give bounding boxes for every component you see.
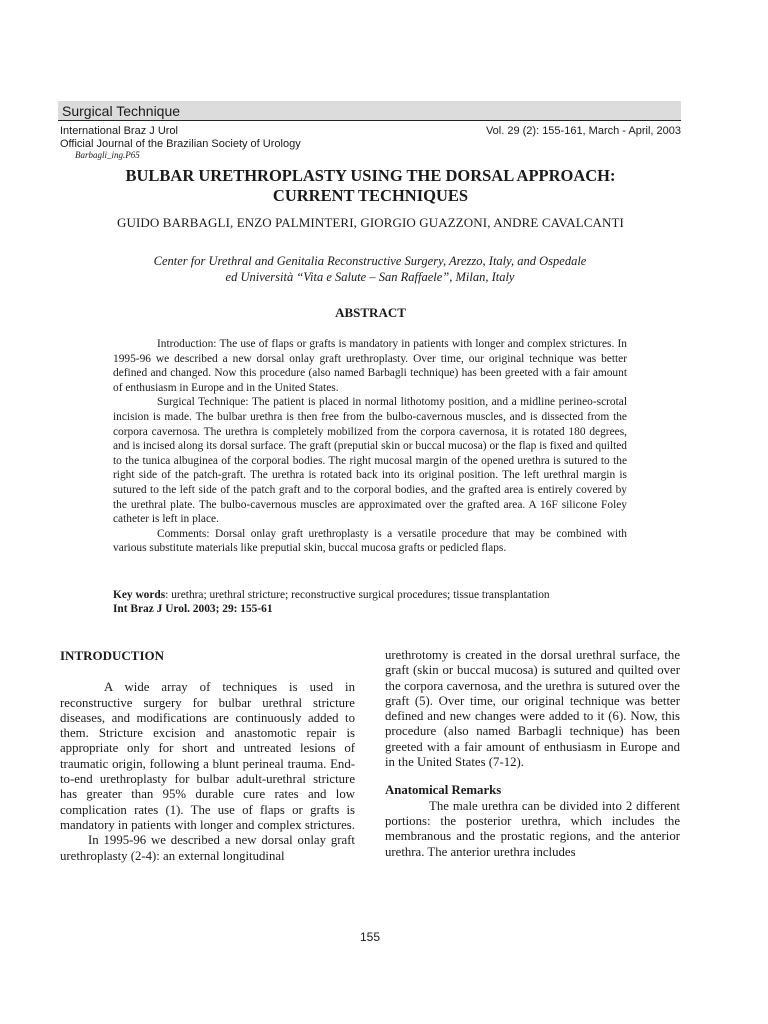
abstract-heading: ABSTRACT [335,305,406,320]
abstract-body [113,337,627,556]
left-column [60,648,355,864]
introduction-paragraph-2: In 1995-96 we described a new dorsal onlay graft urethroplasty (2-4): an external longitudinal [60,833,355,863]
title-line-2: CURRENT TECHNIQUES [272,186,469,205]
introduction-paragraph-1: A wide array of techniques is used in reconstructive surgery for bulbar urethral stricture diseases, and modifications are continuously added to them. Stricture excision and anastomotic repair is appropriate only for short and untreated lesions of traumatic origin, following a blunt perineal trauma. End-to-end urethroplasty for bulbar adult-urethral stricture has greater than 95% durable cure rates and low complication rates (1). The use of flaps or grafts is mandatory in patients with longer and complex strictures. [60,680,355,832]
section-label: Surgical Technique [58,101,681,121]
keywords-block [113,588,633,616]
journal-name: International Braz J Urol [60,125,178,137]
page-number: 155 [359,930,381,944]
journal-header [60,125,681,138]
abstract-introduction: Introduction: The use of flaps or grafts is mandatory in patients with longer and complex strictures. In 1995-96 we described a new dorsal onlay graft urethroplasty. Over time, our original technique was better defined and changed. Now this procedure (also named Barbagli technique) has been greeted with a fair amount of enthusiasm in Europe and in the United States. [113,338,627,394]
affiliation [110,253,630,285]
keywords-label: Key words [113,589,166,601]
abstract-comments: Comments: Dorsal onlay graft urethroplasty is a versatile procedure that may be combined with various substitute materials like preputial skin, buccal mucosa grafts or pedicled flaps. [113,527,627,555]
article-title [60,166,681,206]
affiliation-line-2: ed Università “Vita e Salute – San Raffaele”, Milan, Italy [225,270,515,284]
citation-text: Int Braz J Urol. 2003; 29: 155-61 [113,603,273,615]
affiliation-line-1: Center for Urethral and Genitalia Reconstructive Surgery, Arezzo, Italy, and Ospedale [153,254,587,268]
keywords-line [113,588,633,602]
introduction-heading: INTRODUCTION [60,648,165,663]
authors: GUIDO BARBAGLI, ENZO PALMINTERI, GIORGIO GUAZZONI, ANDRE CAVALCANTI [117,215,624,230]
title-line-1: BULBAR URETHROPLASTY USING THE DORSAL APPROACH: [125,166,616,185]
citation [113,602,633,616]
society-line: Official Journal of the Brazilian Society of Urology [60,138,301,150]
file-name: Barbagli_ing.P65 [75,150,140,160]
introduction-continued: urethrotomy is created in the dorsal urethral surface, the graft (skin or buccal mucosa) is sutured and quilted over the corpora cavernosa, and the urethra is sutured over the graft (5). Over time, our original technique was better defined and new changes were added to it (6). Now, this procedure (also named Barbagli technique) has been greeted with a fair amount of enthusiasm in Europe and in the United States (7-12). [385,648,680,770]
volume-info: Vol. 29 (2): 155-161, March - April, 2003 [485,125,681,137]
keywords-text: : urethra; urethral stricture; reconstructive surgical procedures; tissue transplantation [165,589,550,601]
anatomical-remarks-heading: Anatomical Remarks [385,783,502,798]
anatomical-remarks-paragraph: The male urethra can be divided into 2 different portions: the posterior urethra, which includes the membranous and the prostatic regions, and the anterior urethra. The anterior urethra includes [385,798,680,859]
right-column [385,648,680,860]
abstract-surgical-technique: Surgical Technique: The patient is placed in normal lithotomy position, and a midline perineo-scrotal incision is made. The bulbar urethra is then free from the bulbo-cavernous muscles, and is dissected from the corpora cavernosa. The urethra is completely mobilized from the corpora cavernosa, it is rotated 180 degrees, and is incised along its dorsal surface. The graft (preputial skin or buccal mucosa) or the flap is fixed and quilted to the tunica albuginea of the corporal bodies. The right mucosal margin of the opened urethra is sutured to the right side of the patch-graft. The urethra is rotated back into its original position. The left urethral margin is sutured to the left side of the patch graft and to the corporal bodies, and the grafted area is entirely covered by the urethral plate. The bulbo-cavernous muscles are approximated over the grafted area. A 16F silicone Foley catheter is left in place. [113,396,627,526]
